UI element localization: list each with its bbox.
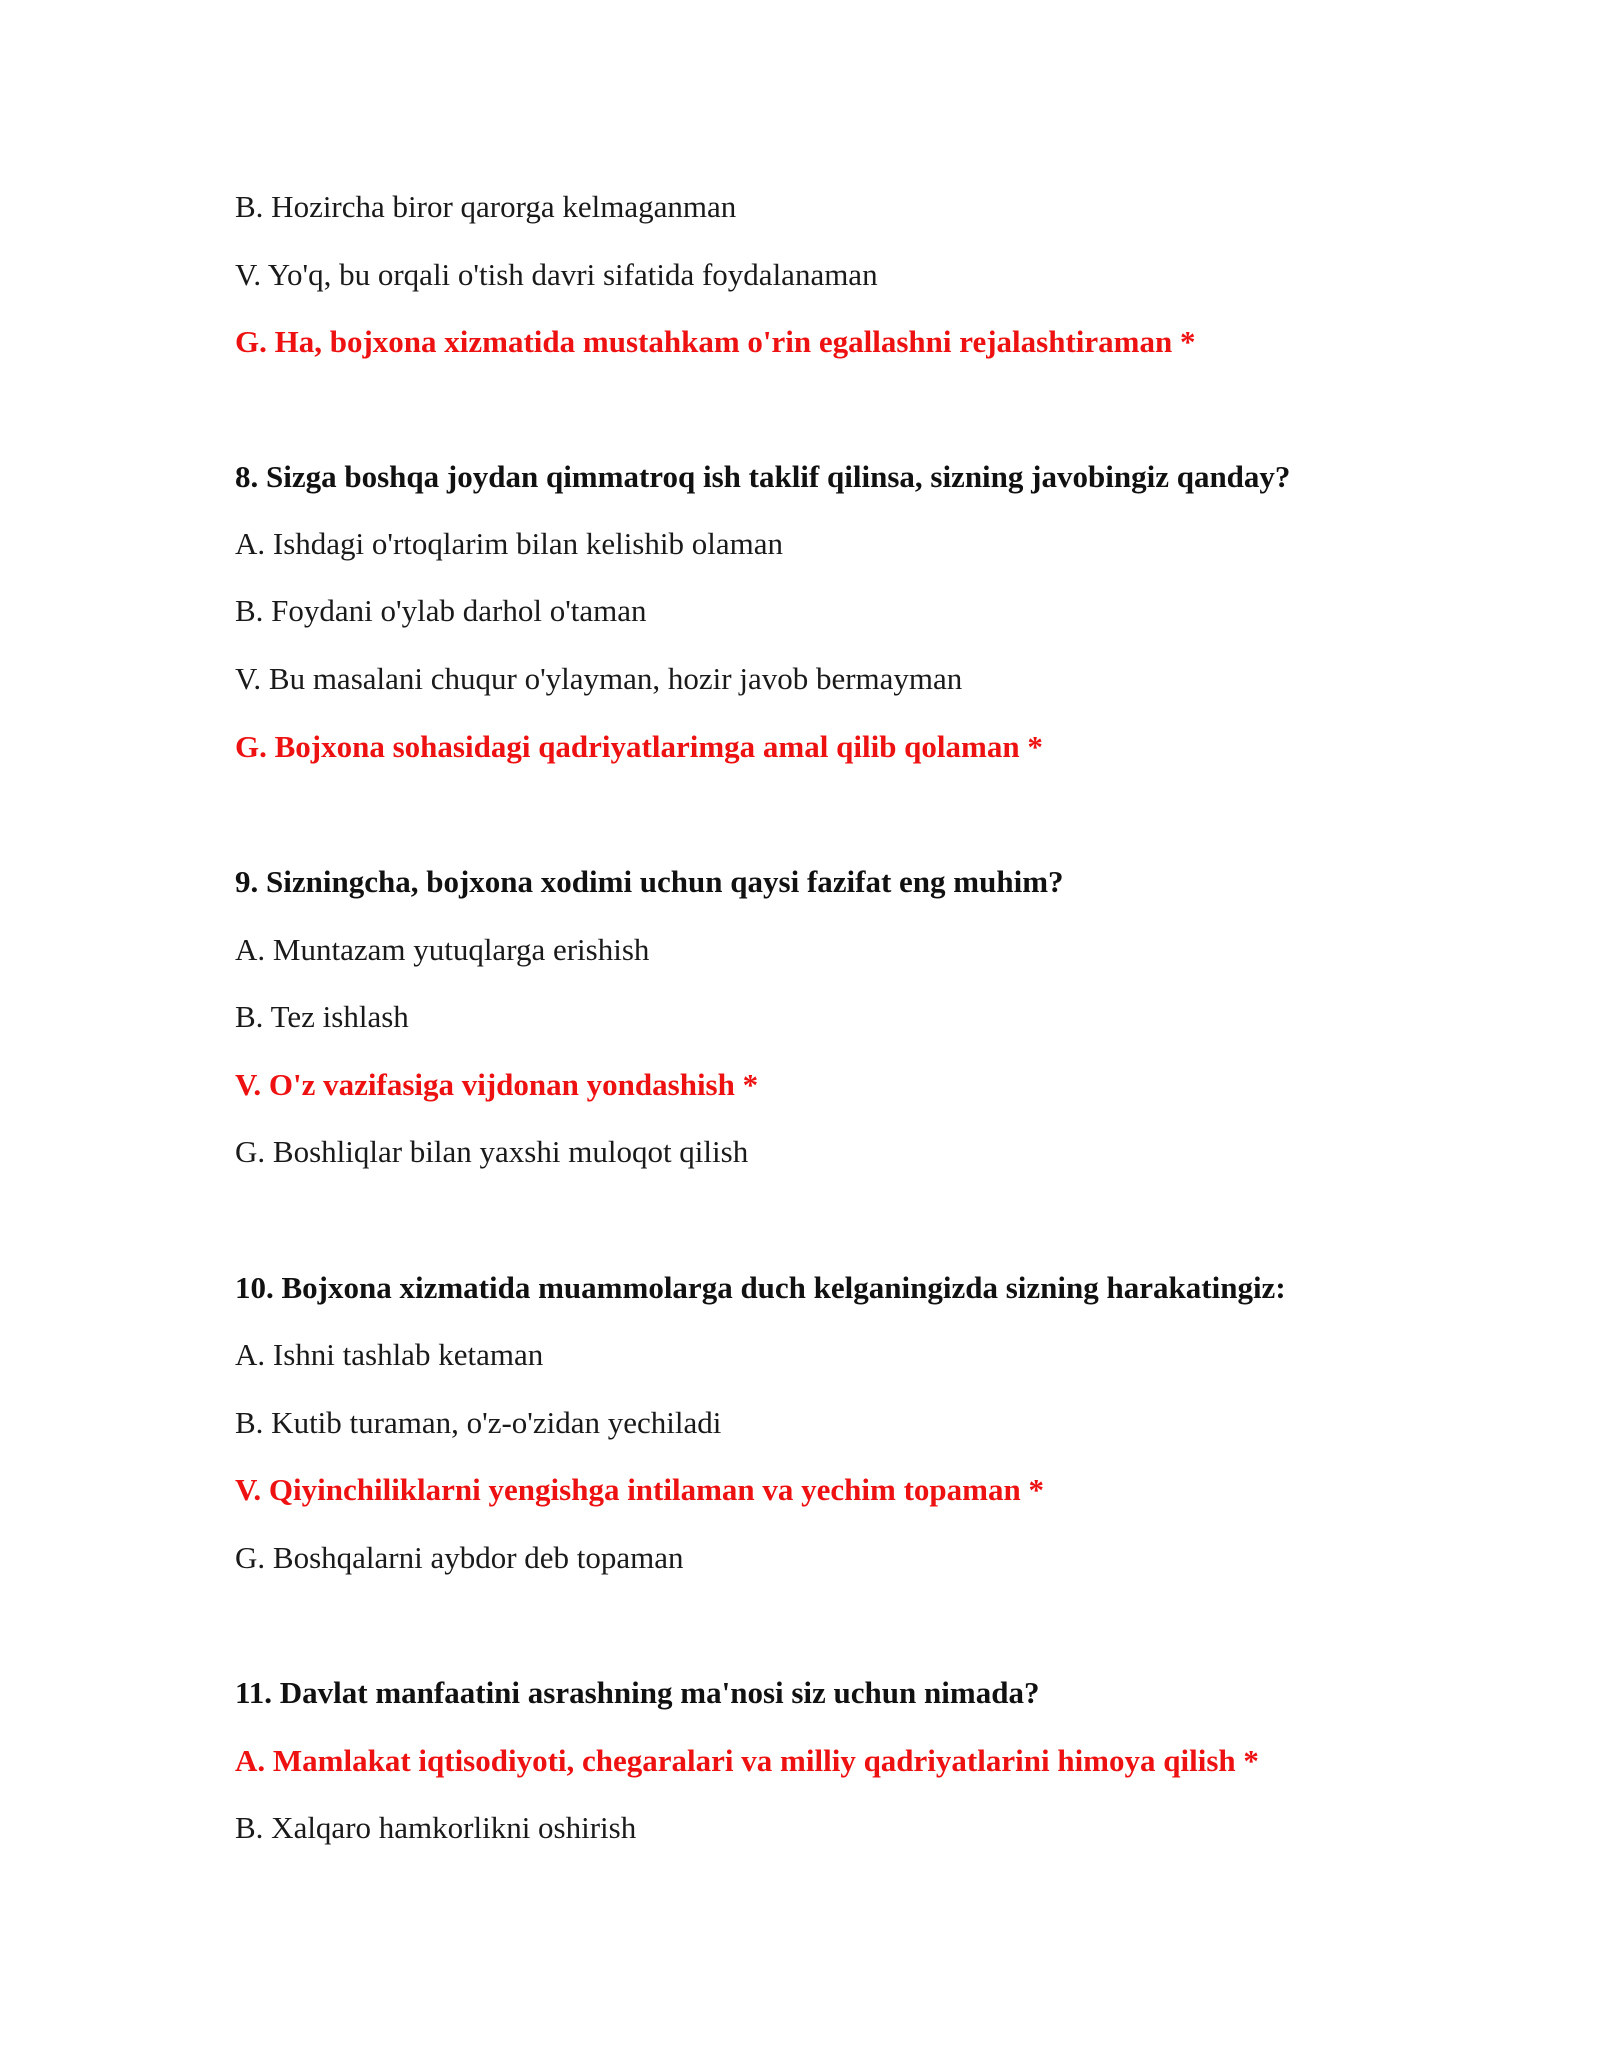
option-8b: B. Foydani o'ylab darhol o'taman: [235, 593, 647, 628]
option-9a: A. Muntazam yutuqlarga erishish: [235, 932, 650, 967]
correct-option-9v: V. O'z vazifasiga vijdonan yondashish *: [235, 1067, 759, 1102]
option-7v: V. Yo'q, bu orqali o'tish davri sifatida foydalanaman: [235, 257, 878, 292]
option-10g: G. Boshqalarni aybdor deb topaman: [235, 1540, 684, 1575]
question-8: 8. Sizga boshqa joydan qimmatroq ish taklif qilinsa, sizning javobingiz qanday?: [235, 459, 1291, 494]
option-10a: A. Ishni tashlab ketaman: [235, 1337, 544, 1372]
option-9b: B. Tez ishlash: [235, 999, 409, 1034]
question-11: 11. Davlat manfaatini asrashning ma'nosi siz uchun nimada?: [235, 1675, 1040, 1710]
correct-option-10v: V. Qiyinchiliklarni yengishga intilaman va yechim topaman *: [235, 1472, 1044, 1507]
option-8v: V. Bu masalani chuqur o'ylayman, hozir javob bermayman: [235, 661, 963, 696]
option-10b: B. Kutib turaman, o'z-o'zidan yechiladi: [235, 1405, 722, 1440]
question-9: 9. Sizningcha, bojxona xodimi uchun qaysi fazifat eng muhim?: [235, 864, 1064, 899]
option-11b: B. Xalqaro hamkorlikni oshirish: [235, 1810, 637, 1845]
option-7b: B. Hozircha biror qarorga kelmaganman: [235, 189, 737, 224]
correct-option-11a: A. Mamlakat iqtisodiyoti, chegaralari va milliy qadriyatlarini himoya qilish *: [235, 1743, 1259, 1778]
correct-option-8g: G. Bojxona sohasidagi qadriyatlarimga amal qilib qolaman *: [235, 729, 1043, 764]
correct-option-7g: G. Ha, bojxona xizmatida mustahkam o'rin egallashni rejalashtiraman *: [235, 324, 1196, 359]
question-10: 10. Bojxona xizmatida muammolarga duch kelganingizda sizning harakatingiz:: [235, 1270, 1286, 1305]
option-8a: A. Ishdagi o'rtoqlarim bilan kelishib olaman: [235, 526, 783, 561]
option-9g: G. Boshliqlar bilan yaxshi muloqot qilish: [235, 1134, 749, 1169]
